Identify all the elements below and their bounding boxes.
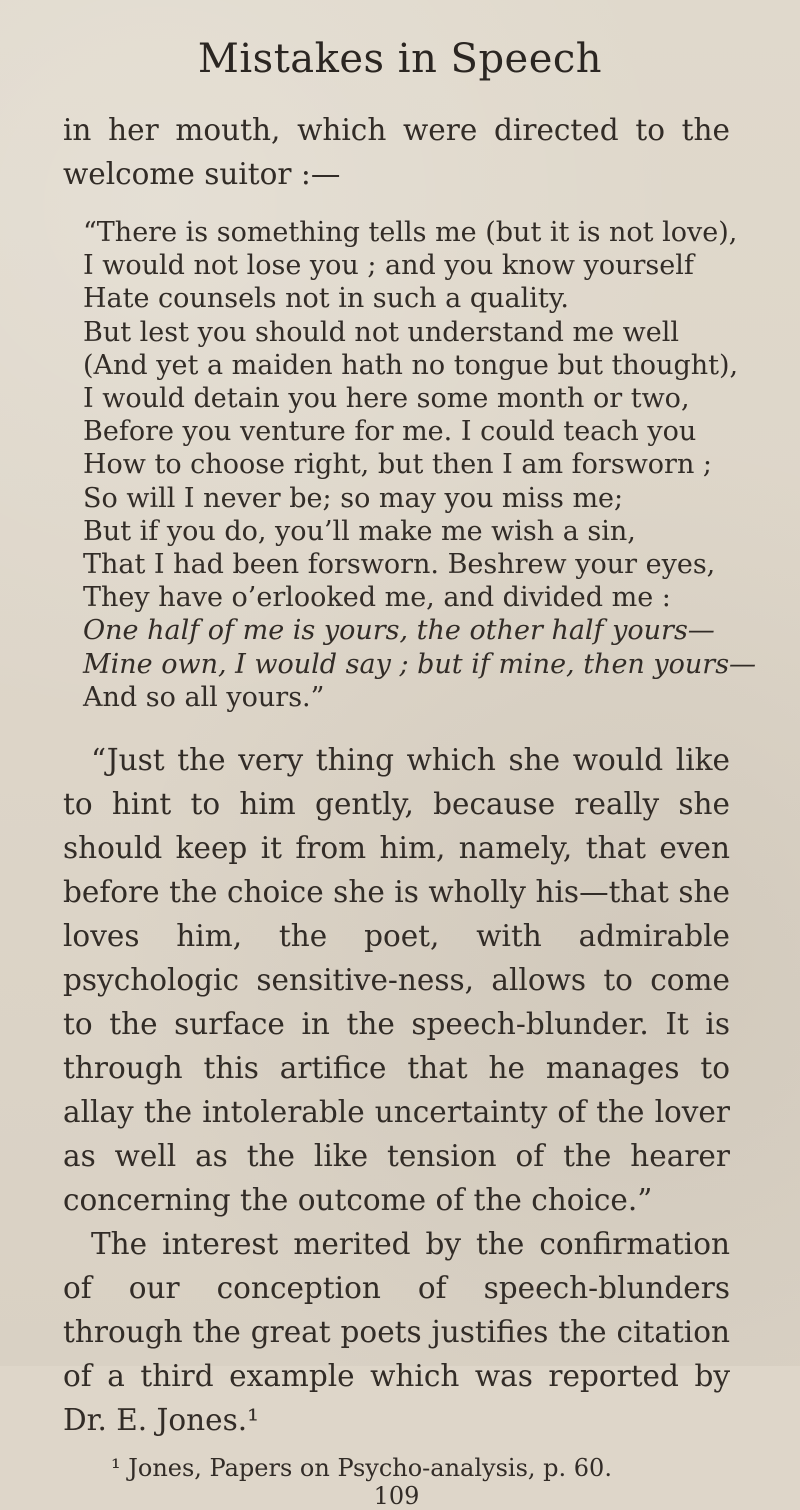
verse-line-1: “There is something tells me (but it is not love),: [83, 217, 738, 248]
verse-line-13: One half of me is yours, the other half yours—: [83, 615, 715, 647]
body-paragraph-1: “Just the very thing which she would like to hint to him gently, because really she should keep it from him, namely, that even before the choice she is wholly his—that she loves him, the poet, with admirable psychologic sensitive-ness, allows to come to the surface in the speech-blunder. It is through this artifice that he manages to allay the intolerable uncertainty of the lover as well as the like tension of the hearer concerning the outcome of the choice.”: [63, 743, 730, 1218]
verse-block: [83, 216, 757, 714]
body-paragraph-2: The interest merited by the confirmation of our conception of speech-blunders through the great poets justifies the citation of a third example which was reported by Dr. E. Jones.¹: [63, 1227, 730, 1438]
verse-line-5: (And yet a maiden hath no tongue but thought),: [83, 349, 739, 381]
verse-line-3: Hate counsels not in such a quality.: [83, 283, 569, 315]
verse-line-12: They have o’erlooked me, and divided me :: [83, 582, 671, 614]
verse-line-9: So will I never be; so may you miss me;: [83, 482, 624, 514]
verse-line-15: And so all yours.”: [83, 681, 325, 713]
verse-line-11: That I had been forsworn. Beshrew your eyes,: [83, 549, 716, 581]
verse-line-14: Mine own, I would say ; but if mine, then yours—: [83, 648, 757, 680]
page-text: [63, 108, 757, 1510]
running-header: Mistakes in Speech: [197, 36, 603, 82]
footnote: ¹ Jones, Papers on Psycho-analysis, p. 60.: [111, 1454, 612, 1483]
verse-line-4: But lest you should not understand me well: [83, 316, 680, 348]
verse-line-8: How to choose right, but then I am forsworn ;: [83, 449, 713, 481]
intro-paragraph: in her mouth, which were directed to the welcome suitor :—: [63, 113, 730, 191]
verse-line-2: I would not lose you ; and you know yourself: [83, 250, 694, 282]
verse-line-7: Before you venture for me. I could teach you: [83, 416, 697, 448]
verse-line-10: But if you do, you’ll make me wish a sin,: [83, 515, 636, 547]
page-number: 109: [373, 1482, 420, 1510]
verse-line-6: I would detain you here some month or two,: [83, 383, 690, 415]
